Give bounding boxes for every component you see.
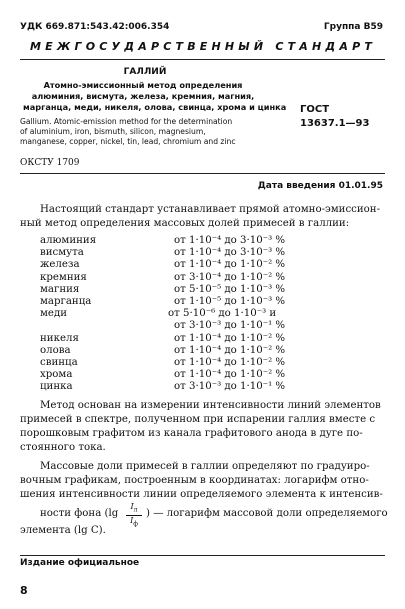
method-paragraph — [20, 399, 385, 455]
denominator-symbol: I — [130, 515, 134, 525]
method-line: примесей в спектре, полученном при испарении галлия вместе с — [20, 414, 376, 425]
element-name: олова — [40, 344, 71, 356]
element-name: хрома — [40, 369, 73, 381]
banner-rule — [20, 59, 385, 60]
gost-number: 13637.1—93 — [300, 118, 370, 129]
intro-line: Настоящий стандарт устанавливает прямой атомно-эмиссион- — [40, 204, 381, 215]
element-range: от 5·10⁻⁶ до 1·10⁻³ и — [168, 308, 277, 320]
okstu-code: ОКСТУ 1709 — [20, 158, 80, 168]
last-line: элемента (lg C). — [20, 525, 106, 536]
element-range: от 1·10⁻⁵ до 1·10⁻³ % — [174, 295, 286, 307]
element-range: от 3·10⁻³ до 1·10⁻¹ % — [174, 381, 286, 393]
intro-line: ный метод определения массовых долей примесей в галлии: — [20, 218, 350, 229]
element-name: магния — [40, 283, 80, 295]
subtitle-line: алюминия, висмута, железа, кремния, магния, — [31, 91, 255, 101]
intro-paragraph — [20, 203, 385, 231]
footer-rule — [20, 555, 385, 556]
range-row — [40, 272, 340, 284]
english-line: Gallium. Atomic-emission method for the determination — [20, 117, 233, 126]
range-row — [40, 333, 340, 345]
range-row — [40, 259, 340, 271]
element-range: от 1·10⁻⁴ до 1·10⁻² % — [174, 259, 286, 271]
element-name: кремния — [40, 271, 87, 283]
element-name: висмута — [40, 247, 84, 259]
element-name: железа — [40, 259, 80, 271]
interstate-standard-banner: МЕЖГОСУДАРСТВЕННЫЙ СТАНДАРТ — [30, 40, 377, 53]
subtitle-line: марганца, меди, никеля, олова, свинца, хрома и цинка — [23, 102, 287, 112]
formula-line — [20, 502, 388, 528]
range-row — [40, 357, 340, 369]
subtitle-line: Атомно-эмиссионный метод определения — [43, 80, 243, 90]
range-row — [40, 320, 340, 332]
element-range: от 1·10⁻⁴ до 1·10⁻² % — [174, 344, 286, 356]
range-row — [40, 308, 340, 320]
denominator-subscript: ф — [133, 520, 138, 528]
standard-subtitle — [23, 80, 287, 113]
group-code: Группа В59 — [323, 22, 383, 32]
title-block-rule — [20, 173, 385, 174]
impurity-range-list — [40, 235, 340, 393]
formula-post: ) — логарифм массовой доли определяемого — [146, 508, 388, 519]
mass-line: шения интенсивности линии определяемого элемента к интенсив- — [20, 489, 383, 500]
gost-designation — [300, 103, 369, 131]
mass-line: Массовые доли примесей в галлии определяют по градуиро- — [40, 461, 370, 472]
method-line: порошковым графитом из канала графитового анода в дуге по- — [20, 428, 363, 439]
english-title — [20, 117, 236, 147]
range-row — [40, 235, 340, 247]
numerator-subscript: л — [133, 506, 138, 514]
intensity-fraction — [126, 502, 142, 528]
standard-title: ГАЛЛИЙ — [123, 67, 167, 77]
element-name: свинца — [40, 356, 78, 368]
official-edition-label: Издание официальное — [20, 558, 140, 568]
range-row — [40, 345, 340, 357]
element-name: никеля — [40, 332, 79, 344]
element-range: от 3·10⁻³ до 1·10⁻¹ % — [174, 320, 286, 332]
range-row — [40, 284, 340, 296]
element-range: от 1·10⁻⁴ до 3·10⁻³ % — [174, 235, 286, 246]
introduction-date: Дата введения 01.01.95 — [257, 181, 383, 191]
element-name: марганца — [40, 295, 92, 307]
page-number: 8 — [20, 584, 28, 597]
method-line: стоянного тока. — [20, 442, 106, 453]
element-range: от 1·10⁻⁴ до 1·10⁻² % — [174, 332, 286, 344]
english-line: manganese, copper, nickel, tin, lead, chromium and zinc — [20, 137, 236, 146]
element-range: от 1·10⁻⁴ до 3·10⁻³ % — [174, 247, 286, 259]
range-row — [40, 369, 340, 381]
element-range: от 5·10⁻⁵ до 1·10⁻³ % — [174, 283, 286, 295]
english-line: of aluminium, iron, bismuth, silicon, magnesium, — [20, 127, 206, 136]
range-row — [40, 296, 340, 308]
numerator-symbol: I — [130, 502, 134, 511]
fraction-numerator — [126, 502, 142, 516]
mass-line: вочным графикам, построенным в координатах: логарифм отно- — [20, 475, 369, 486]
fraction-denominator — [126, 516, 142, 529]
element-range: от 1·10⁻⁴ до 1·10⁻² % — [174, 356, 286, 368]
element-name: меди — [40, 308, 68, 320]
udk-code: УДК 669.871:543.42:006.354 — [20, 22, 170, 32]
method-line: Метод основан на измерении интенсивности линий элементов — [40, 400, 381, 411]
range-row — [40, 381, 340, 393]
element-range: от 1·10⁻⁴ до 1·10⁻² % — [174, 369, 286, 381]
element-name: цинка — [40, 381, 73, 393]
mass-fraction-paragraph — [20, 460, 388, 538]
range-row — [40, 247, 340, 259]
element-range: от 3·10⁻⁴ до 1·10⁻² % — [174, 271, 286, 283]
gost-label: ГОСТ — [300, 104, 330, 115]
element-name: алюминия — [40, 235, 97, 246]
formula-pre: ности фона (lg — [40, 508, 119, 519]
